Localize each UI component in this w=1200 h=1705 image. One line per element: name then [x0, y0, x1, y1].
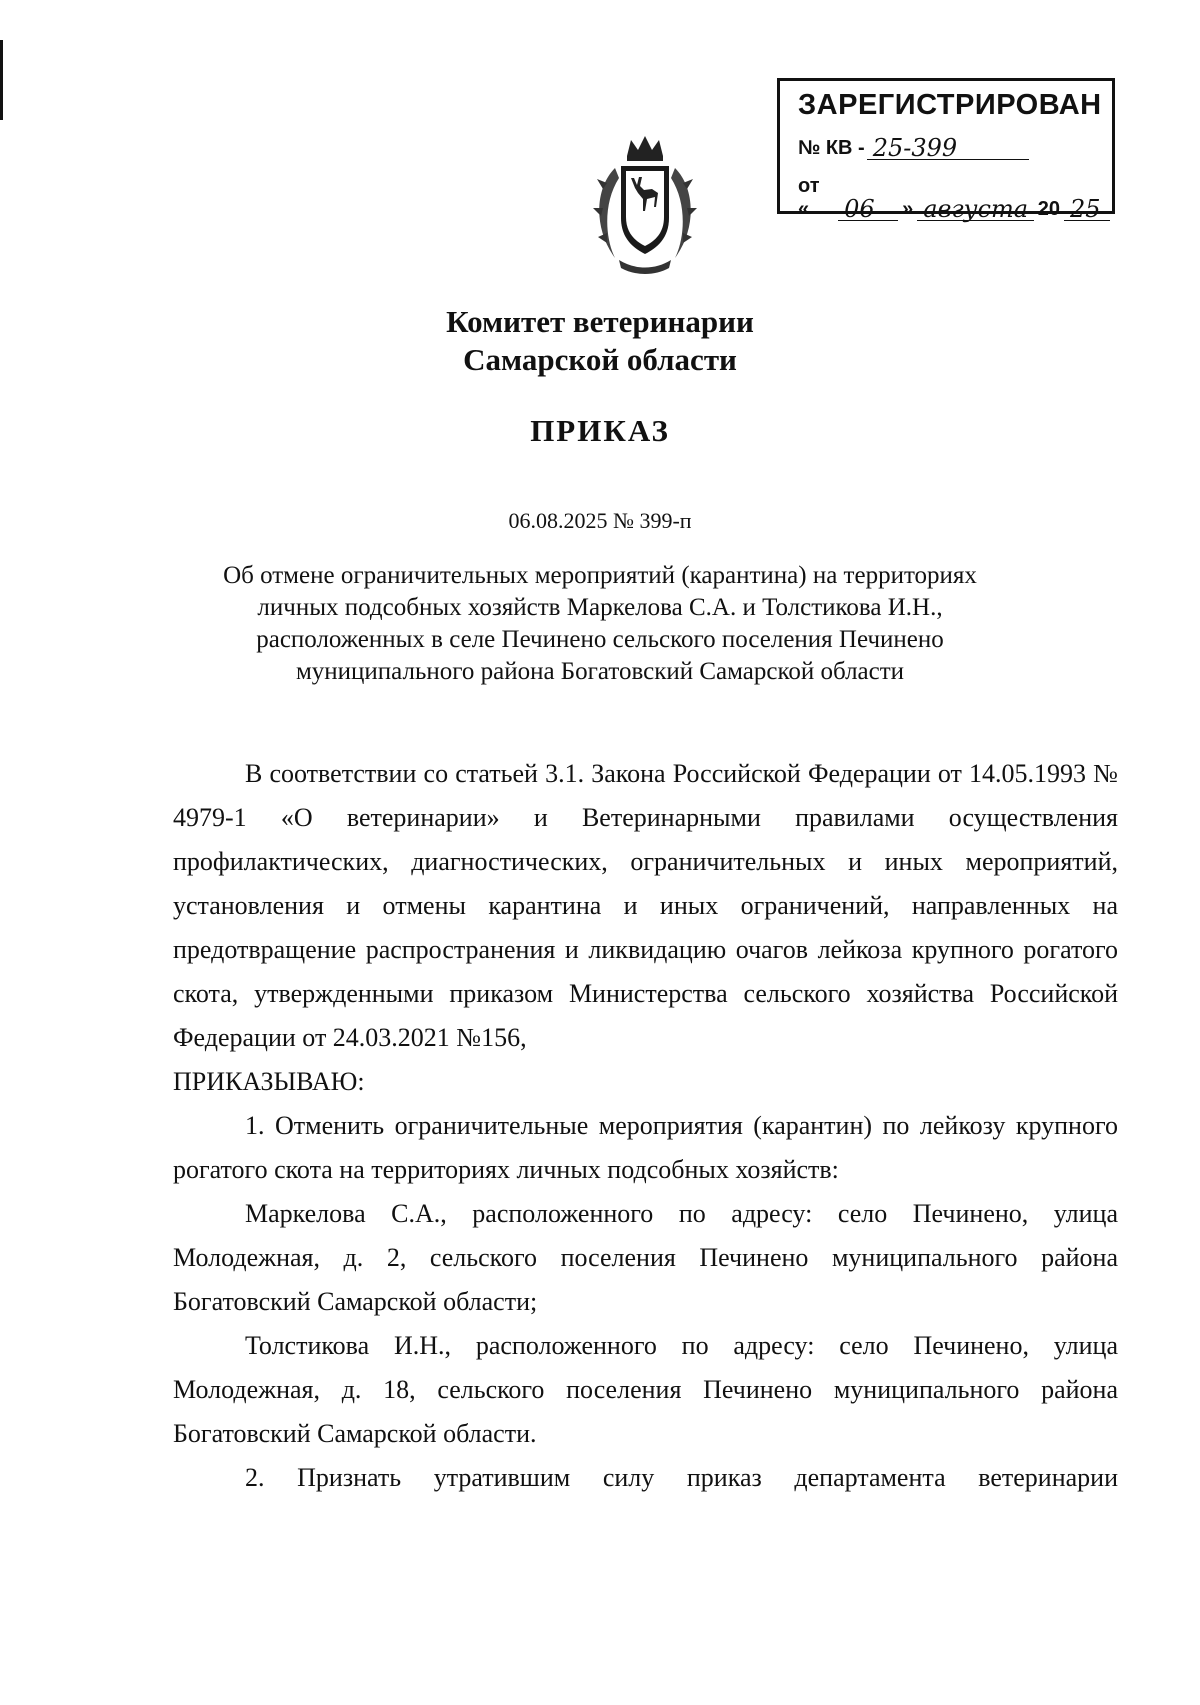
item-1-paragraph: 1. Отменить ограничительные мероприятия (карантин) по лейкозу крупного рогатого скота на территориях личных подсобных хозяйств:	[173, 1111, 1118, 1184]
stamp-date-century: 20	[1037, 198, 1060, 220]
stamp-title: ЗАРЕГИСТРИРОВАН	[798, 89, 1102, 121]
stamp-date-day: 06	[838, 198, 898, 221]
stamp-number-line	[798, 134, 1031, 162]
subject-line-1: Об отмене ограничительных мероприятий (карантина) на территориях	[223, 562, 977, 589]
stamp-date-line	[798, 175, 1112, 221]
subject-line-3: расположенных в селе Печинено сельского поселения Печинено	[256, 626, 944, 653]
order-date-number: 06.08.2025 № 399-п	[508, 508, 692, 533]
coat-of-arms-icon	[585, 128, 705, 278]
organization-line-1: Комитет ветеринарии	[446, 304, 754, 339]
stamp-date-prefix: от «	[798, 175, 820, 220]
item-1-household-a: Маркелова С.А., расположенного по адресу: село Печинено, улица Молодежная, д. 2, сельского поселения Печинено муниципального района Богатовский Самарской области;	[173, 1199, 1118, 1316]
registration-stamp	[777, 78, 1115, 223]
item-1-household-b: Толстикова И.Н., расположенного по адресу: село Печинено, улица Молодежная, д. 18, сельского поселения Печинено муниципального района Богатовский Самарской области.	[173, 1331, 1118, 1448]
subject-line-4: муниципального района Богатовский Самарской области	[295, 658, 905, 685]
scan-edge-mark	[0, 40, 3, 120]
preamble-paragraph: В соответствии со статьей 3.1. Закона Российской Федерации от 14.05.1993 № 4979-1 «О ветеринарии» и Ветеринарными правилами осуществления профилактических, диагностических, ограничительных и иных мероприятий, установления и отмены карантина и иных ограничений, направленных на предотвращение распространения и ликвидацию очагов лейкоза крупного рогатого скота, утвержденными приказом Министерства сельского хозяйства Российской Федерации от 24.03.2021 №156,	[173, 759, 1118, 1052]
subject-line-2: личных подсобных хозяйств Маркелова С.А. и Толстикова И.Н.,	[257, 594, 943, 621]
command-paragraph: ПРИКАЗЫВАЮ:	[173, 1067, 365, 1096]
organization-name	[0, 303, 1200, 379]
order-body	[173, 752, 1118, 1500]
document-type-title: ПРИКАЗ	[530, 413, 670, 448]
item-2-paragraph: 2. Признать утратившим силу приказ департамента ветеринарии	[245, 1463, 1118, 1492]
order-subject	[0, 560, 1200, 688]
stamp-date-year: 25	[1064, 198, 1110, 221]
stamp-date-month: августа	[917, 198, 1034, 221]
stamp-date-mid: »	[902, 198, 914, 220]
stamp-number-prefix: № КВ -	[798, 137, 865, 159]
stamp-number-handwritten: 25-399	[867, 137, 1029, 160]
organization-line-2: Самарской области	[463, 342, 737, 377]
